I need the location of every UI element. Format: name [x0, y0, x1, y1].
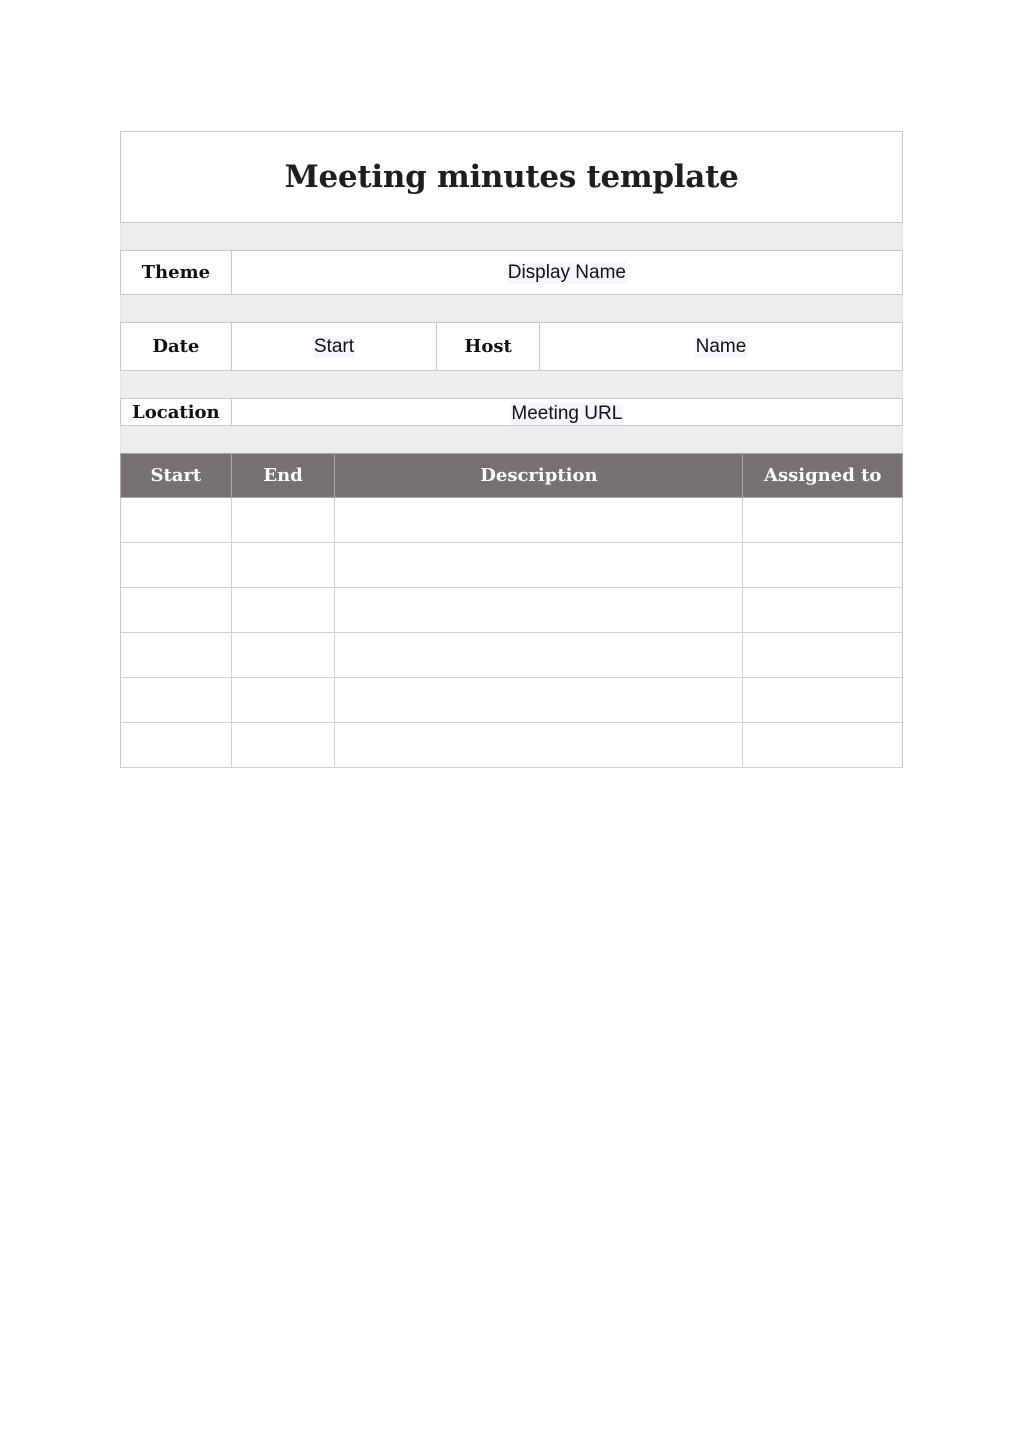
location-field-cell[interactable] [232, 399, 902, 425]
assigned-to-cell[interactable] [743, 543, 902, 587]
location-label: Location [132, 401, 220, 423]
spacer [120, 426, 903, 453]
host-label-cell [437, 323, 540, 370]
assigned-to-cell[interactable] [743, 633, 902, 677]
theme-field[interactable]: Display Name [507, 261, 626, 283]
theme-label-cell [121, 251, 232, 294]
date-field-cell[interactable] [232, 323, 437, 370]
start-cell[interactable] [121, 678, 232, 722]
start-cell[interactable] [121, 588, 232, 632]
column-header-assigned-to: Assigned to [764, 465, 882, 486]
end-cell[interactable] [232, 543, 336, 587]
table-row [120, 633, 903, 678]
host-field-cell[interactable] [540, 323, 902, 370]
assigned-to-cell[interactable] [743, 588, 902, 632]
start-cell[interactable] [121, 498, 232, 542]
end-cell[interactable] [232, 678, 336, 722]
host-field[interactable]: Name [695, 335, 747, 357]
end-cell[interactable] [232, 723, 336, 767]
date-field[interactable]: Start [313, 335, 355, 357]
table-row [120, 498, 903, 543]
assigned-to-cell[interactable] [743, 498, 902, 542]
end-cell[interactable] [232, 498, 336, 542]
description-cell[interactable] [335, 678, 743, 722]
spacer [120, 223, 903, 250]
start-cell[interactable] [121, 723, 232, 767]
description-cell[interactable] [335, 543, 743, 587]
table-row [120, 588, 903, 633]
title-box [120, 131, 903, 223]
location-field[interactable]: Meeting URL [511, 403, 623, 424]
table-row [120, 678, 903, 723]
column-header-description: Description [335, 454, 743, 497]
assigned-to-cell[interactable] [743, 723, 902, 767]
spacer [120, 295, 903, 322]
theme-field-cell[interactable] [232, 251, 902, 294]
location-label-cell [121, 399, 232, 425]
assigned-to-cell[interactable] [743, 678, 902, 722]
description-cell[interactable] [335, 633, 743, 677]
host-label: Host [464, 336, 512, 357]
date-label: Date [152, 336, 200, 357]
start-cell[interactable] [121, 543, 232, 587]
agenda-table-header [120, 453, 903, 498]
column-header-start: Start [121, 454, 232, 497]
start-cell[interactable] [121, 633, 232, 677]
theme-row [120, 250, 903, 295]
table-row [120, 723, 903, 768]
description-cell[interactable] [335, 723, 743, 767]
page-title: Meeting minutes template [284, 159, 739, 195]
date-label-cell [121, 323, 232, 370]
description-cell[interactable] [335, 498, 743, 542]
column-header-end: End [232, 454, 336, 497]
agenda-table-body [120, 498, 903, 768]
description-cell[interactable] [335, 588, 743, 632]
spacer [120, 371, 903, 398]
end-cell[interactable] [232, 588, 336, 632]
theme-label: Theme [141, 262, 211, 283]
date-host-row [120, 322, 903, 371]
location-row [120, 398, 903, 426]
end-cell[interactable] [232, 633, 336, 677]
table-row [120, 543, 903, 588]
meeting-minutes-form [120, 131, 903, 768]
